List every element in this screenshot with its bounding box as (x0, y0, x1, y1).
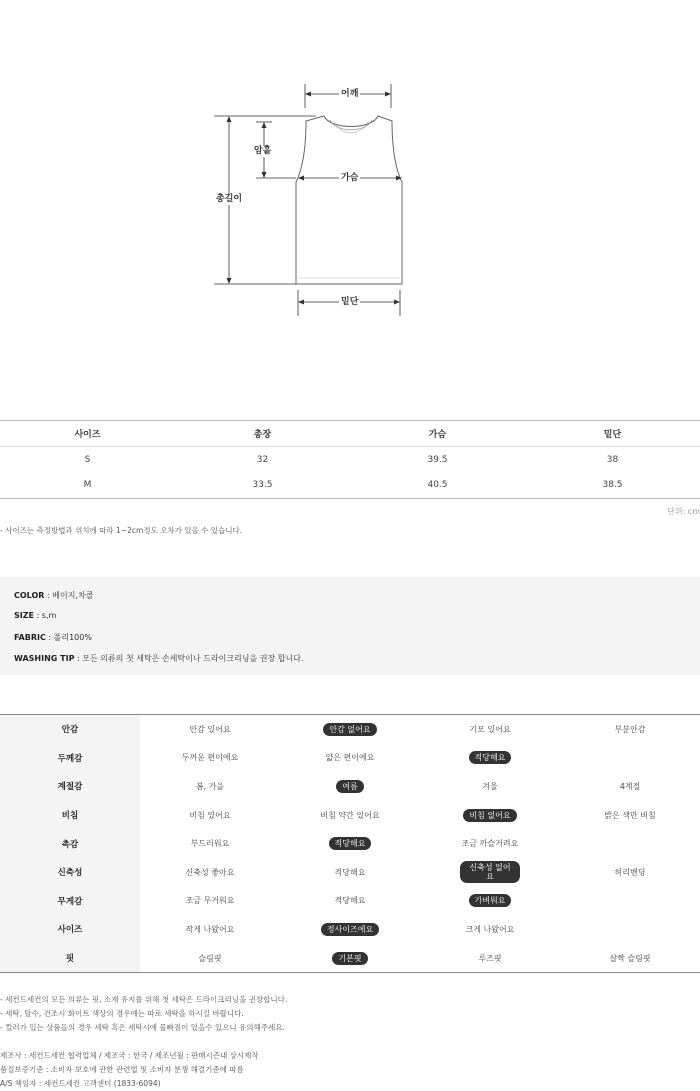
attribute-label: 두께감 (0, 744, 140, 773)
washing-value: : 모든 의류의 첫 세탁은 손세탁이나 드라이크리닝을 권장 합니다. (74, 654, 304, 663)
quality-standard: 품질보증기준 : 소비자 보호에 관한 관련법 및 소비자 분쟁 해결기준에 따름 (0, 1065, 244, 1074)
attribute-option-cell (280, 944, 420, 973)
size-diagram (0, 0, 700, 330)
header-chest: 가슴 (350, 421, 525, 447)
unit-note: 단위: cm (667, 507, 700, 516)
attribute-option: 4계절 (619, 781, 641, 791)
attribute-table (0, 714, 700, 973)
armhole-label: 암홀 (254, 146, 272, 156)
attribute-row (0, 829, 700, 858)
attribute-option-cell (560, 772, 700, 801)
attribute-option-cell (420, 772, 560, 801)
attribute-option: 얇은 편이에요 (325, 753, 375, 763)
attribute-option-selected: 비침 없어요 (463, 809, 516, 822)
attribute-option-cell (280, 772, 420, 801)
size-row (14, 611, 56, 620)
attribute-option: 슬림핏 (198, 953, 222, 963)
attribute-row (0, 715, 700, 744)
attribute-option-cell (140, 744, 280, 773)
attribute-option: 밝은 색만 비침 (604, 810, 656, 820)
attribute-option-selected: 가벼워요 (469, 894, 512, 907)
shoulder-label: 어깨 (341, 89, 359, 99)
washing-row (14, 653, 304, 664)
attribute-option-cell (420, 744, 560, 773)
attribute-option-cell (280, 887, 420, 916)
attribute-option-cell (560, 887, 700, 916)
attribute-option-cell (420, 944, 560, 973)
attribute-label: 비침 (0, 801, 140, 830)
attribute-option: 비침 있어요 (189, 810, 231, 820)
cell-chest: 39.5 (427, 454, 448, 465)
attribute-option: 기모 있어요 (469, 724, 511, 734)
attribute-option: 허리밴딩 (614, 867, 646, 877)
attribute-option: 신축성 좋아요 (185, 867, 235, 877)
attribute-option: 부분안감 (614, 724, 646, 734)
attribute-row (0, 887, 700, 916)
size-value: : s,m (34, 611, 57, 620)
color-label: COLOR (14, 591, 45, 600)
attribute-option-selected: 신축성 없어요 (460, 861, 520, 883)
attribute-option: 겨울 (482, 781, 498, 791)
hem-label: 밑단 (341, 297, 359, 307)
product-info-box (0, 577, 700, 675)
attribute-option-cell (140, 715, 280, 744)
attribute-label: 사이즈 (0, 915, 140, 944)
attribute-option-cell (140, 801, 280, 830)
chest-label: 가슴 (341, 173, 359, 183)
attribute-option: 비침 약간 있어요 (320, 810, 380, 820)
cell-total-length: 33.5 (175, 473, 350, 499)
attribute-option-selected: 적당해요 (469, 751, 512, 764)
attribute-option-cell (140, 772, 280, 801)
attribute-option-cell (280, 801, 420, 830)
attribute-option-cell (140, 858, 280, 887)
attribute-option-cell (420, 858, 560, 887)
color-value: : 베이지,차콜 (44, 591, 94, 600)
attribute-option-selected: 정사이즈에요 (321, 923, 379, 936)
table-row (0, 447, 700, 473)
care-note-3: - 컬러가 있는 상품들의 경우 세탁 혹은 세탁시에 물빠짐이 있을수 있으니 유의해주세요. (0, 1023, 285, 1032)
size-note: - 사이즈는 측정방법과 위치에 따라 1~2cm정도 오차가 있을 수 있습니다. (0, 526, 243, 535)
cell-size: M (0, 473, 175, 499)
size-table-header (0, 421, 700, 447)
size-table (0, 420, 700, 499)
attribute-row (0, 858, 700, 887)
attribute-label: 신축성 (0, 858, 140, 887)
attribute-option-cell (560, 915, 700, 944)
attribute-label: 무게감 (0, 887, 140, 916)
attribute-row (0, 772, 700, 801)
header-total-length: 총장 (175, 421, 350, 447)
attribute-option: 조금 무거워요 (185, 896, 235, 906)
washing-label: WASHING TIP (14, 654, 75, 663)
attribute-option: 살짝 슬림핏 (609, 953, 651, 963)
care-note-2: - 세탁, 탈수, 건조시 화이트 색상의 경우에는 따로 세탁을 하시길 바랍니다. (0, 1009, 244, 1018)
attribute-option: 작게 나왔어요 (185, 924, 235, 934)
fabric-label: FABRIC (14, 633, 46, 642)
attribute-option-cell (420, 801, 560, 830)
attribute-option-cell (560, 801, 700, 830)
attribute-option-cell (420, 915, 560, 944)
attribute-option: 안감 있어요 (189, 724, 231, 734)
attribute-option-cell (560, 858, 700, 887)
attribute-option-selected: 적당해요 (329, 837, 372, 850)
garment-illustration (0, 0, 700, 330)
cell-hem: 38.5 (525, 473, 700, 499)
header-hem: 밑단 (525, 421, 700, 447)
attribute-option: 조금 까슬거려요 (461, 839, 519, 849)
attribute-option: 두꺼운 편이에요 (181, 753, 239, 763)
attribute-label: 계절감 (0, 772, 140, 801)
attribute-option-cell (560, 829, 700, 858)
attribute-option-cell (140, 944, 280, 973)
attribute-option-selected: 기본핏 (332, 952, 367, 965)
manufacturer-info: 제조사 : 세컨드세컨 협력업체 / 제조국 : 한국 / 제조년월 : 판매시즌내 상시제작 (0, 1051, 259, 1060)
attribute-label: 핏 (0, 944, 140, 973)
attribute-option-cell (420, 887, 560, 916)
attribute-option: 부드러워요 (190, 839, 230, 849)
attribute-option-cell (140, 887, 280, 916)
table-row (0, 473, 700, 499)
attribute-option: 크게 나왔어요 (465, 924, 515, 934)
attribute-option-cell (560, 744, 700, 773)
attribute-row (0, 944, 700, 973)
as-contact: A/S 책임자 : 세컨드세컨 고객센터 (1833-6094) (0, 1079, 161, 1088)
attribute-option-cell (280, 744, 420, 773)
header-size: 사이즈 (0, 421, 175, 447)
color-row (14, 590, 93, 601)
cell-chest: 40.5 (350, 473, 525, 499)
care-note-1: - 세컨드세컨의 모든 의류는 핏, 소재 유지를 위해 첫 세탁은 드라이크리닝을 권장합니다. (0, 995, 288, 1004)
attribute-option-cell (280, 715, 420, 744)
attribute-label: 안감 (0, 715, 140, 744)
attribute-option-cell (140, 829, 280, 858)
attribute-option-cell (420, 829, 560, 858)
attribute-row (0, 744, 700, 773)
attribute-option: 루즈핏 (478, 953, 502, 963)
cell-total-length: 32 (256, 454, 269, 465)
attribute-option-cell (280, 858, 420, 887)
attribute-option: 적당해요 (334, 867, 366, 877)
attribute-option-cell (140, 915, 280, 944)
cell-size: S (84, 454, 91, 465)
attribute-option-cell (280, 829, 420, 858)
fabric-row (14, 632, 92, 643)
attribute-option: 봄, 가을 (195, 781, 225, 791)
attribute-option-cell (280, 915, 420, 944)
attribute-label: 촉감 (0, 829, 140, 858)
total-length-label: 총길이 (216, 194, 243, 204)
attribute-row (0, 915, 700, 944)
size-label: SIZE (14, 611, 35, 620)
attribute-option: 적당해요 (334, 896, 366, 906)
attribute-option-cell (560, 715, 700, 744)
attribute-option-selected: 안감 없어요 (323, 723, 376, 736)
cell-hem: 38 (606, 454, 619, 465)
attribute-option-cell (420, 715, 560, 744)
attribute-row (0, 801, 700, 830)
attribute-option-cell (560, 944, 700, 973)
fabric-value: : 폴리100% (45, 633, 92, 642)
attribute-option-selected: 여름 (336, 780, 363, 793)
